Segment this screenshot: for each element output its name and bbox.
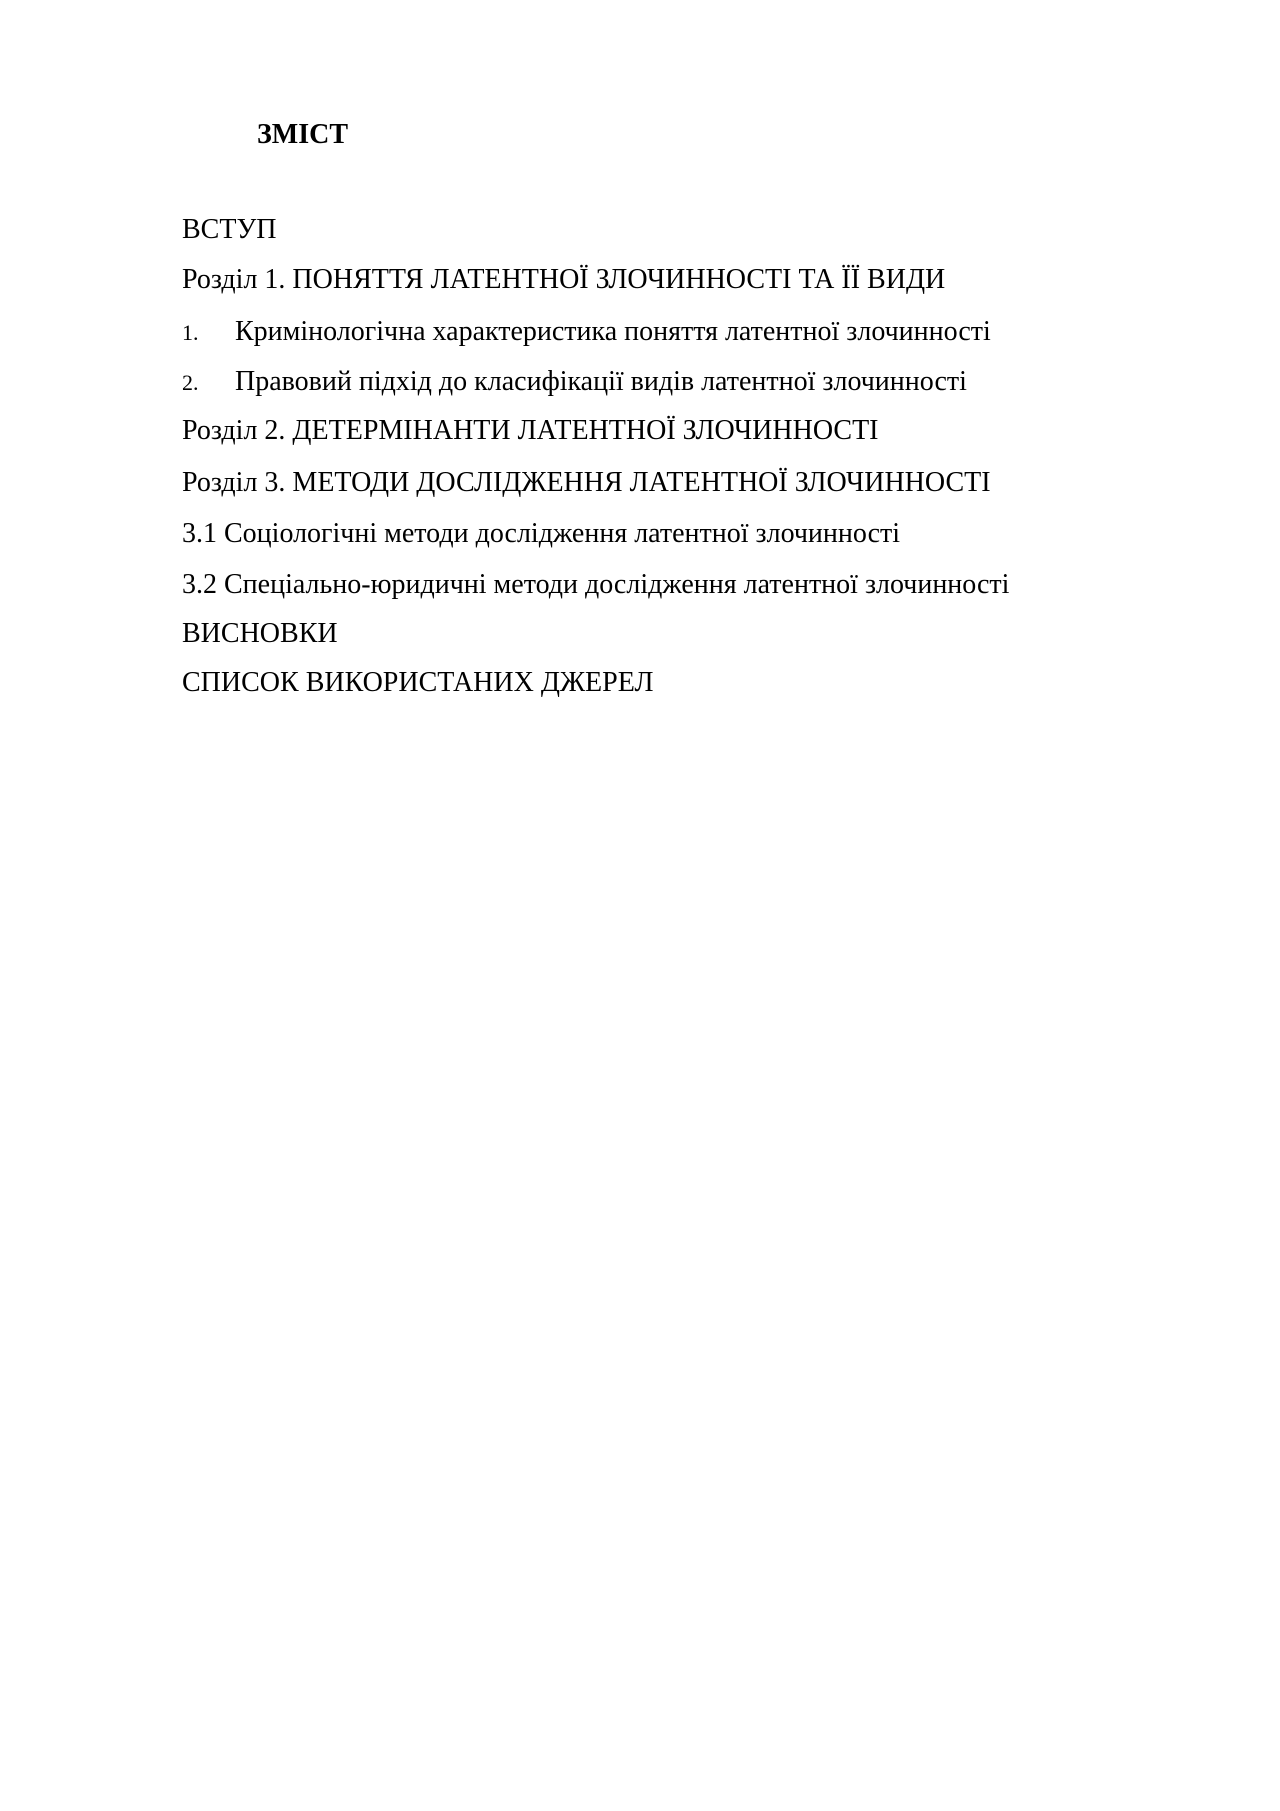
toc-entry-subsection-3-1: 3.1 Соціологічні методи дослідження латентної злочинності <box>182 518 901 549</box>
toc-item-1-number: 1. <box>182 320 199 345</box>
toc-entry-item-2 <box>182 364 967 401</box>
toc-entry-section-3: Розділ 3. МЕТОДИ ДОСЛІДЖЕННЯ ЛАТЕНТНОЇ ЗЛОЧИННОСТІ <box>182 467 991 498</box>
toc-item-2-text: Правовий підхід до класифікації видів латентної злочинності <box>235 366 967 397</box>
toc-entry-intro: ВСТУП <box>182 214 277 245</box>
page-title: ЗМІСТ <box>257 119 348 150</box>
toc-entry-references: СПИСОК ВИКОРИСТАНИХ ДЖЕРЕЛ <box>182 667 654 698</box>
toc-entry-subsection-3-2: 3.2 Спеціально-юридичні методи дослідження латентної злочинності <box>182 569 1010 600</box>
toc-entry-conclusions: ВИСНОВКИ <box>182 618 338 649</box>
toc-item-2-number: 2. <box>182 370 199 395</box>
toc-item-1-text: Кримінологічна характеристика поняття латентної злочинності <box>235 316 991 347</box>
toc-entry-section-1: Розділ 1. ПОНЯТТЯ ЛАТЕНТНОЇ ЗЛОЧИННОСТІ ТА ЇЇ ВИДИ <box>182 264 946 295</box>
toc-entry-item-1 <box>182 314 991 351</box>
toc-entry-section-2: Розділ 2. ДЕТЕРМІНАНТИ ЛАТЕНТНОЇ ЗЛОЧИННОСТІ <box>182 415 879 446</box>
